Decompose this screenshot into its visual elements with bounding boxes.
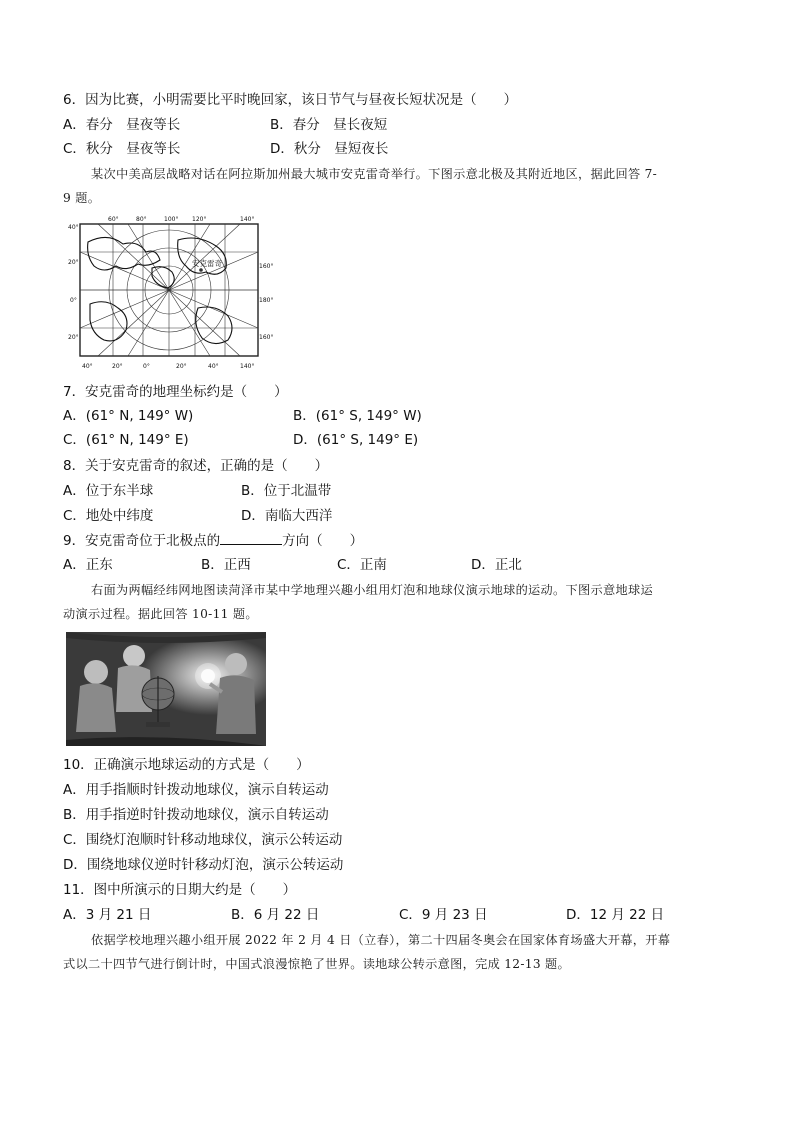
- map-right-label-2: 180°: [259, 297, 273, 304]
- map-bottom-label-2: 20°: [112, 363, 123, 370]
- map-top-label-2: 80°: [136, 216, 147, 223]
- q7-option-c: C．(61° N, 149° E): [63, 432, 189, 448]
- q8-option-b: B．位于北温带: [241, 483, 332, 499]
- passage-10-11: [63, 578, 733, 626]
- question-8-stem: 8．关于安克雷奇的叙述，正确的是（ ）: [63, 458, 329, 474]
- q9-stem-pre: 9．安克雷奇位于北极点的: [63, 533, 221, 549]
- q9-stem-post: 方向（ ）: [282, 533, 364, 549]
- question-10-stem: 10．正确演示地球运动的方式是（ ）: [63, 757, 310, 773]
- passage-7-9-line2: 9 题。: [63, 191, 101, 205]
- passage-12-13-line1: 依据学校地理兴趣小组开展 2022 年 2 月 4 日（立春），第二十四届冬奥会在国家体育场盛大开幕，开幕: [91, 933, 671, 947]
- q7-option-d: D．(61° S, 149° E): [293, 432, 419, 448]
- q10-option-d: D．围绕地球仪逆时针移动灯泡，演示公转运动: [63, 857, 344, 873]
- question-9-stem: [63, 530, 363, 551]
- question-7-stem: 7．安克雷奇的地理坐标约是（ ）: [63, 384, 288, 400]
- map-bottom-label-1: 40°: [82, 363, 93, 370]
- map-bottom-label-3: 0°: [143, 363, 150, 370]
- q11-option-c: C．9 月 23 日: [399, 907, 488, 923]
- map-right-label-3: 160°: [259, 334, 273, 341]
- q10-option-c: C．围绕灯泡顺时针移动地球仪，演示公转运动: [63, 832, 343, 848]
- passage-7-9-line1: 某次中美高层战略对话在阿拉斯加州最大城市安克雷奇举行。下图示意北极及其附近地区，据此回答 7-: [91, 167, 658, 181]
- q11-option-d: D．12 月 22 日: [566, 907, 665, 923]
- q6-option-d: D．秋分 昼短夜长: [270, 141, 389, 157]
- arctic-map-figure: [68, 212, 273, 372]
- passage-10-11-line1: 右面为两幅经纬网地图读菏泽市某中学地理兴趣小组用灯泡和地球仪演示地球的运动。下图示意地球运: [91, 583, 653, 597]
- passage-12-13-line2: 式以二十四节气进行倒计时，中国式浪漫惊艳了世界。读地球公转示意图，完成 12-13 题。: [63, 957, 571, 971]
- passage-12-13: [63, 928, 733, 976]
- question-11-stem: 11．图中所演示的日期大约是（ ）: [63, 882, 297, 898]
- passage-10-11-line2: 动演示过程。据此回答 10-11 题。: [63, 607, 258, 621]
- map-left-label-3: 0°: [70, 297, 77, 304]
- q8-option-a: A．位于东半球: [63, 483, 154, 499]
- q9-option-c: C．正南: [337, 557, 387, 573]
- question-6-stem: 6．因为比赛，小明需要比平时晚回家，该日节气与昼夜长短状况是（ ）: [63, 92, 518, 108]
- map-top-label-4: 120°: [192, 216, 207, 223]
- map-city-label: 安克雷奇: [192, 259, 222, 268]
- q8-option-d: D．南临大西洋: [241, 508, 333, 524]
- q10-option-a: A．用手指顺时针拨动地球仪，演示自转运动: [63, 782, 329, 798]
- map-top-label-5: 140°: [240, 216, 255, 223]
- q9-option-d: D．正北: [471, 557, 522, 573]
- map-bottom-label-6: 140°: [240, 363, 255, 370]
- q8-option-c: C．地处中纬度: [63, 508, 154, 524]
- map-top-label-3: 100°: [164, 216, 179, 223]
- map-bottom-label-4: 20°: [176, 363, 187, 370]
- q11-option-b: B．6 月 22 日: [231, 907, 320, 923]
- map-top-label-1: 60°: [108, 216, 119, 223]
- map-left-label-1: 40°: [68, 224, 79, 231]
- q6-option-c: C．秋分 昼夜等长: [63, 141, 181, 157]
- q9-answer-blank: [220, 530, 282, 545]
- q6-option-b: B．春分 昼长夜短: [270, 117, 388, 133]
- q9-option-a: A．正东: [63, 557, 113, 573]
- q7-option-a: A．(61° N, 149° W): [63, 408, 194, 424]
- q9-option-b: B．正西: [201, 557, 251, 573]
- map-left-label-2: 20°: [68, 259, 79, 266]
- map-bottom-label-5: 40°: [208, 363, 219, 370]
- q10-option-b: B．用手指逆时针拨动地球仪，演示自转运动: [63, 807, 329, 823]
- q11-option-a: A．3 月 21 日: [63, 907, 152, 923]
- map-left-label-4: 20°: [68, 334, 79, 341]
- q6-option-a: A．春分 昼夜等长: [63, 117, 181, 133]
- q7-option-b: B．(61° S, 149° W): [293, 408, 422, 424]
- light-bulb-figure: [195, 663, 221, 689]
- passage-7-9: [63, 162, 733, 210]
- globe-demonstration-photo: [66, 632, 266, 746]
- map-right-label-1: 160°: [259, 263, 273, 270]
